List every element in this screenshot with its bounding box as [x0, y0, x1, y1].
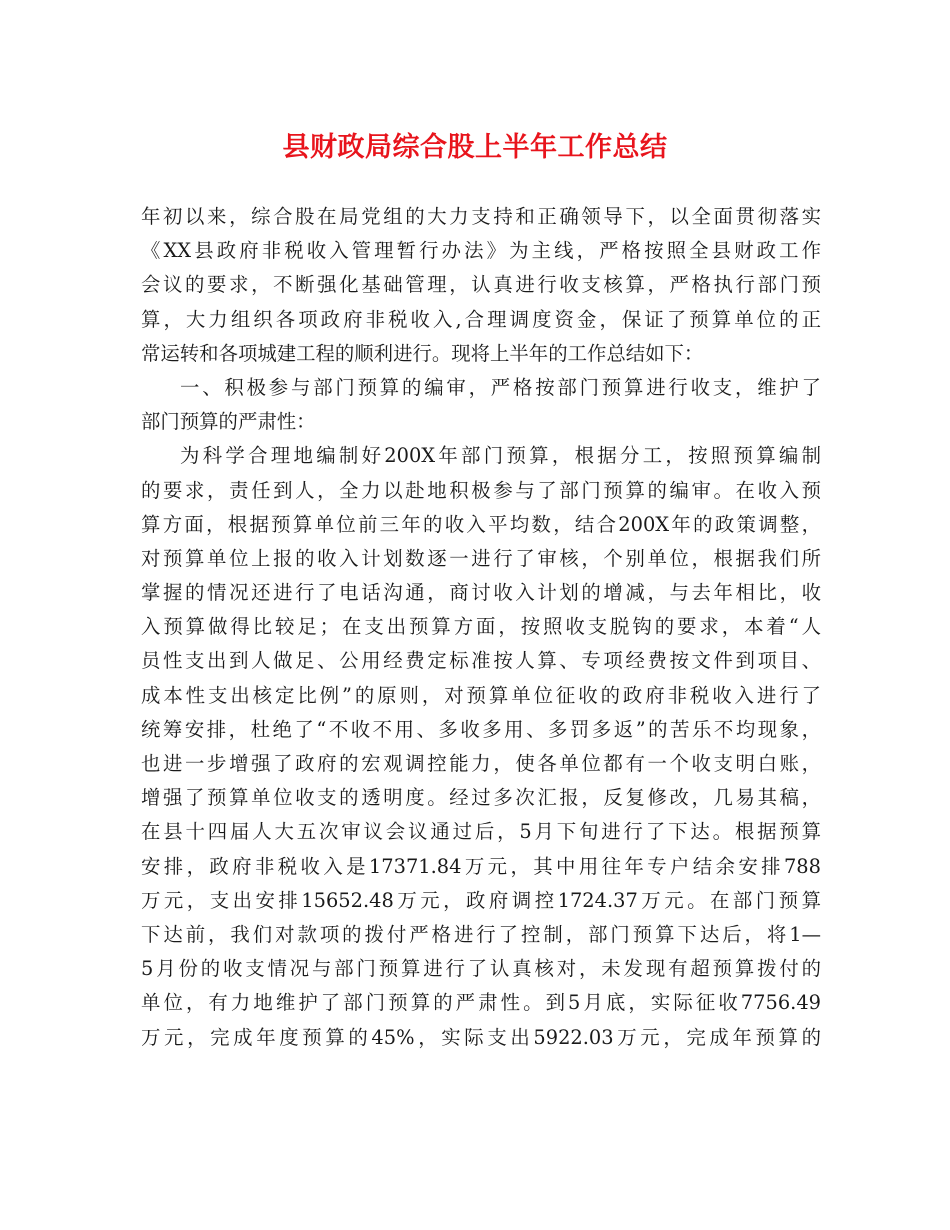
text-line: 为科学合理地编制好200X年部门预算，根据分工，按照预算编制 — [180, 444, 821, 468]
text-line: 增强了预算单位收支的透明度。经过多次汇报，反复修改，几易其稿， — [141, 786, 821, 810]
text-line: 成本性支出核定比例”的原则，对预算单位征收的政府非税收入进行了 — [141, 683, 821, 707]
text-line: 5月份的收支情况与部门预算进行了认真核对，未发现有超预算拨付的 — [141, 957, 821, 981]
text-line: 也进一步增强了政府的宏观调控能力，使各单位都有一个收支明白账， — [141, 752, 821, 775]
text-line: 员性支出到人做足、公用经费定标准按人算、专项经费按文件到项目、 — [141, 649, 821, 673]
text-line: 常运转和各项城建工程的顺利进行。现将上半年的工作总结如下： — [141, 341, 704, 365]
text-line: 统筹安排，杜绝了“不收不用、多收多用、多罚多返”的苦乐不均现象， — [141, 717, 821, 741]
text-line: 下达前，我们对款项的拨付严格进行了控制，部门预算下达后，将1— — [141, 922, 821, 946]
text-line: 在县十四届人大五次审议会议通过后，5月下旬进行了下达。根据预算 — [141, 820, 821, 844]
text-line: 算方面，根据预算单位前三年的收入平均数，结合200X年的政策调整， — [141, 512, 821, 536]
text-line: 万元，支出安排15652.48万元，政府调控1724.37万元。在部门预算 — [141, 888, 821, 912]
text-line: 年初以来，综合股在局党组的大力支持和正确领导下，以全面贯彻落实 — [141, 205, 821, 228]
section-heading-line: 部门预算的严肃性： — [141, 410, 316, 434]
text-line: 会议的要求，不断强化基础管理，认真进行收支核算，严格执行部门预 — [141, 273, 821, 297]
text-line: 《XX县政府非税收入管理暂行办法》为主线，严格按照全县财政工作 — [141, 239, 821, 263]
text-line: 安排，政府非税收入是17371.84万元，其中用往年专户结余安排788 — [141, 854, 821, 878]
text-line: 入预算做得比较足；在支出预算方面，按照收支脱钩的要求，本着“人 — [141, 615, 821, 639]
text-line: 算，大力组织各项政府非税收入,合理调度资金，保证了预算单位的正 — [141, 307, 821, 331]
text-line: 万元，完成年度预算的45%，实际支出5922.03万元，完成年预算的 — [141, 1025, 821, 1049]
text-line: 单位，有力地维护了部门预算的严肃性。到5月底，实际征收7756.49 — [141, 991, 821, 1015]
section-heading-line: 一、积极参与部门预算的编审，严格按部门预算进行收支，维护了 — [180, 375, 821, 399]
text-line: 掌握的情况还进行了电话沟通，商讨收入计划的增减，与去年相比，收 — [141, 581, 821, 605]
text-line: 的要求，责任到人，全力以赴地积极参与了部门预算的编审。在收入预 — [141, 478, 821, 502]
document-title: 县财政局综合股上半年工作总结 — [282, 132, 668, 163]
text-line: 对预算单位上报的收入计划数逐一进行了审核，个别单位，根据我们所 — [141, 546, 821, 570]
document-body — [141, 200, 821, 1055]
